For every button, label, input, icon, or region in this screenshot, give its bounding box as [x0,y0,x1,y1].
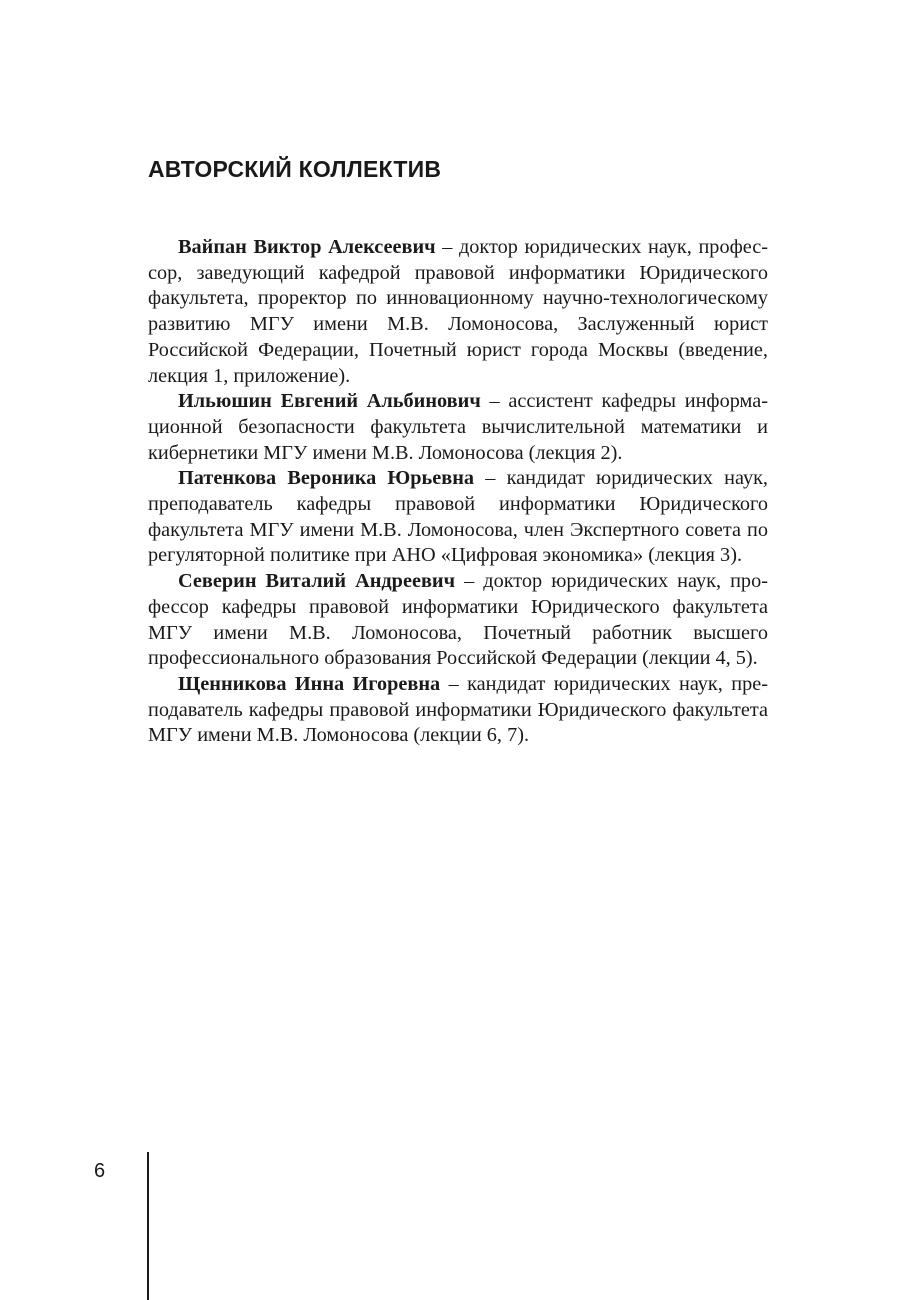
author-entry [148,235,768,389]
page-number: 6 [94,1160,106,1182]
author-entry [148,672,768,749]
author-name: Патенкова Вероника Юрьевна [178,467,475,490]
section-heading: АВТОРСКИЙ КОЛЛЕКТИВ [148,156,442,182]
author-dash: – [480,390,509,413]
author-entry [148,569,768,672]
margin-rule [147,1152,149,1300]
author-description: кандидат юридических наук, преподаватель кафедры правовой информатики Юридического факультета МГУ имени М.В. Ломоносова (лекции 6, 7). [148,672,768,747]
author-name: Северин Виталий Андреевич [178,570,456,593]
author-dash: – [455,570,484,593]
author-description: кандидат юридических наук, преподаватель кафедры правовой информатики Юридического факультета МГУ имени М.В. Ломоносова, член Экспертного совета по регуляторной политике при АНО «Цифровая экономика» (лекция 3). [148,467,769,567]
author-dash: – [474,467,507,490]
author-entry [148,466,768,569]
author-description: доктор юридических наук, профессор кафедры правовой информатики Юридического факультета МГУ имени М.В. Ломоносова, Почетный работник высшего профессионального образования Российской Федерации (лекции 4, 5). [148,570,768,670]
author-name: Вайпан Виктор Алексеевич [178,236,436,258]
author-dash: – [435,236,459,258]
author-dash: – [440,672,468,695]
author-name: Щенникова Инна Игоревна [178,672,441,695]
author-name: Ильюшин Евгений Альбинович [178,390,481,413]
author-entry [148,389,768,466]
author-description: ассистент кафедры информационной безопасности факультета вычислительной математики и кибернетики МГУ имени М.В. Ломоносова (лекция 2). [148,390,769,464]
author-list [148,235,768,749]
author-description: доктор юридических наук, профессор, заведующий кафедрой правовой информатики Юридического факультета, проректор по инновационному научно-технологическому развитию МГУ имени М.В. Ломоносова, Заслуженный юрист Российской Федерации, Почетный юрист города Москвы (введение, лекция 1, приложение). [148,236,769,387]
